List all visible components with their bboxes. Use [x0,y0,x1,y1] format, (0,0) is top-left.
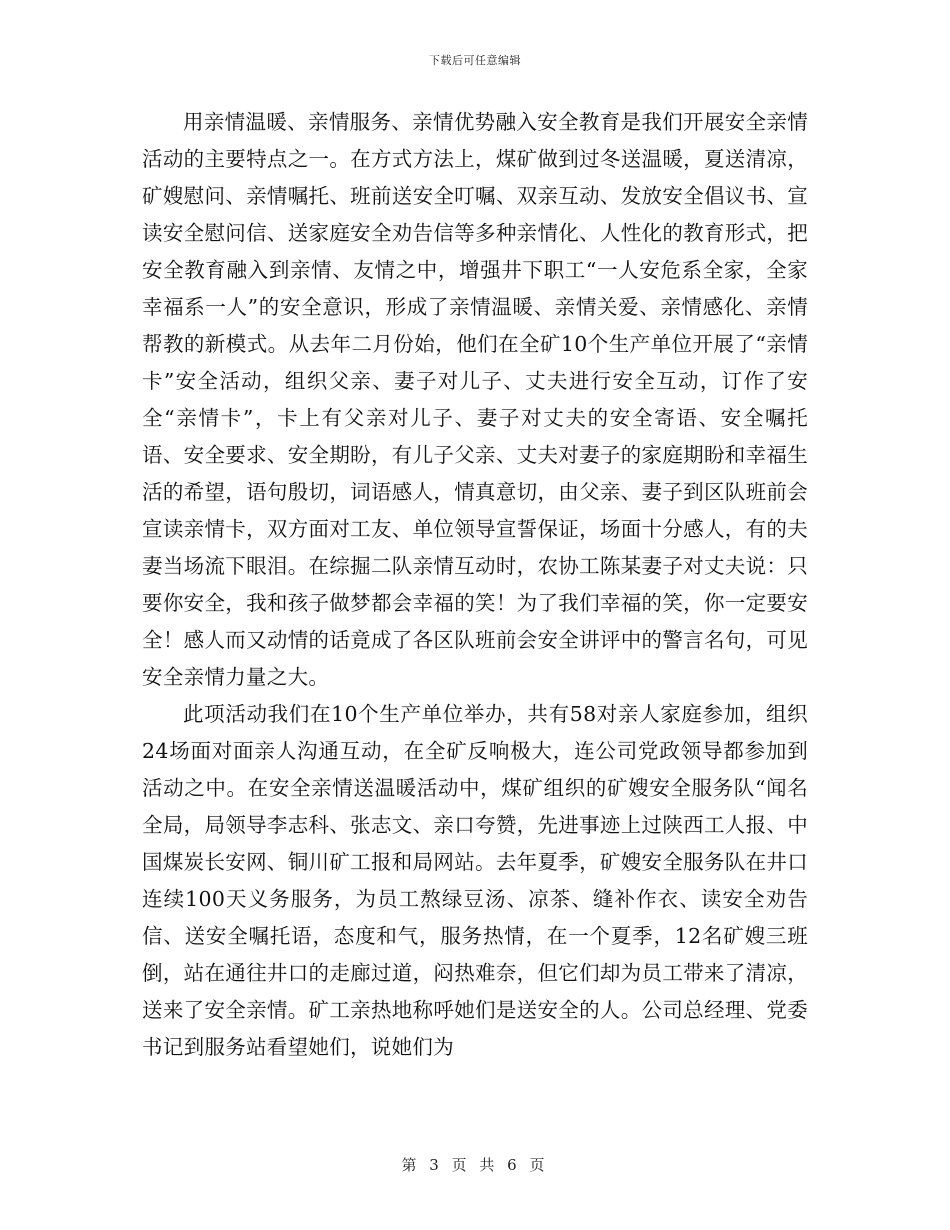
document-body [142,104,808,1066]
paragraph-2: 此项活动我们在10个生产单位举办，共有58对亲人家庭参加，组织24场面对面亲人沟通互动，在全矿反响极大，连公司党政领导都参加到活动之中。在安全亲情送温暖活动中，煤矿组织的矿嫂安全服务队“闻名全局，局领导李志科、张志文、亲口夸赞，先进事迹上过陕西工人报、中国煤炭长安网、铜川矿工报和局网站。去年夏季，矿嫂安全服务队在井口连续100天义务服务，为员工熬绿豆汤、凉茶、缝补作衣、读安全劝告信、送安全嘱托语，态度和气，服务热情，在一个夏季，12名矿嫂三班倒，站在通往井口的走廊过道，闷热难奈，但它们却为员工带来了清凉，送来了安全亲情。矿工亲热地称呼她们是送安全的人。公司总经理、党委书记到服务站看望她们，说她们为 [142,702,808,1059]
page-header-note: 下载后可任意编辑 [429,54,521,67]
paragraph-1: 用亲情温暖、亲情服务、亲情优势融入安全教育是我们开展安全亲情活动的主要特点之一。在方式方法上，煤矿做到过冬送温暖，夏送清凉，矿嫂慰问、亲情嘱托、班前送安全叮嘱、双亲互动、发放安全倡议书、宣读安全慰问信、送家庭安全劝告信等多种亲情化、人性化的教育形式，把安全教育融入到亲情、友情之中，增强井下职工“一人安危系全家，全家幸福系一人”的安全意识，形成了亲情温暖、亲情关爱、亲情感化、亲情帮教的新模式。从去年二月份始，他们在全矿10个生产单位开展了“亲情卡”安全活动，组织父亲、妻子对儿子、丈夫进行安全互动，订作了安全“亲情卡”，卡上有父亲对儿子、妻子对丈夫的安全寄语、安全嘱托语、安全要求、安全期盼，有儿子父亲、丈夫对妻子的家庭期盼和幸福生活的希望，语句殷切，词语感人，情真意切，由父亲、妻子到区队班前会宣读亲情卡，双方面对工友、单位领导宣誓保证，场面十分感人，有的夫妻当场流下眼泪。在综掘二队亲情互动时，农协工陈某妻子对丈夫说：只要你安全，我和孩子做梦都会幸福的笑！为了我们幸福的笑，你一定要安全！感人而又动情的话竟成了各区队班前会安全讲评中的警言名句，可见安全亲情力量之大。 [142,110,808,689]
page-number: 第 3 页 共 6 页 [401,1156,549,1174]
